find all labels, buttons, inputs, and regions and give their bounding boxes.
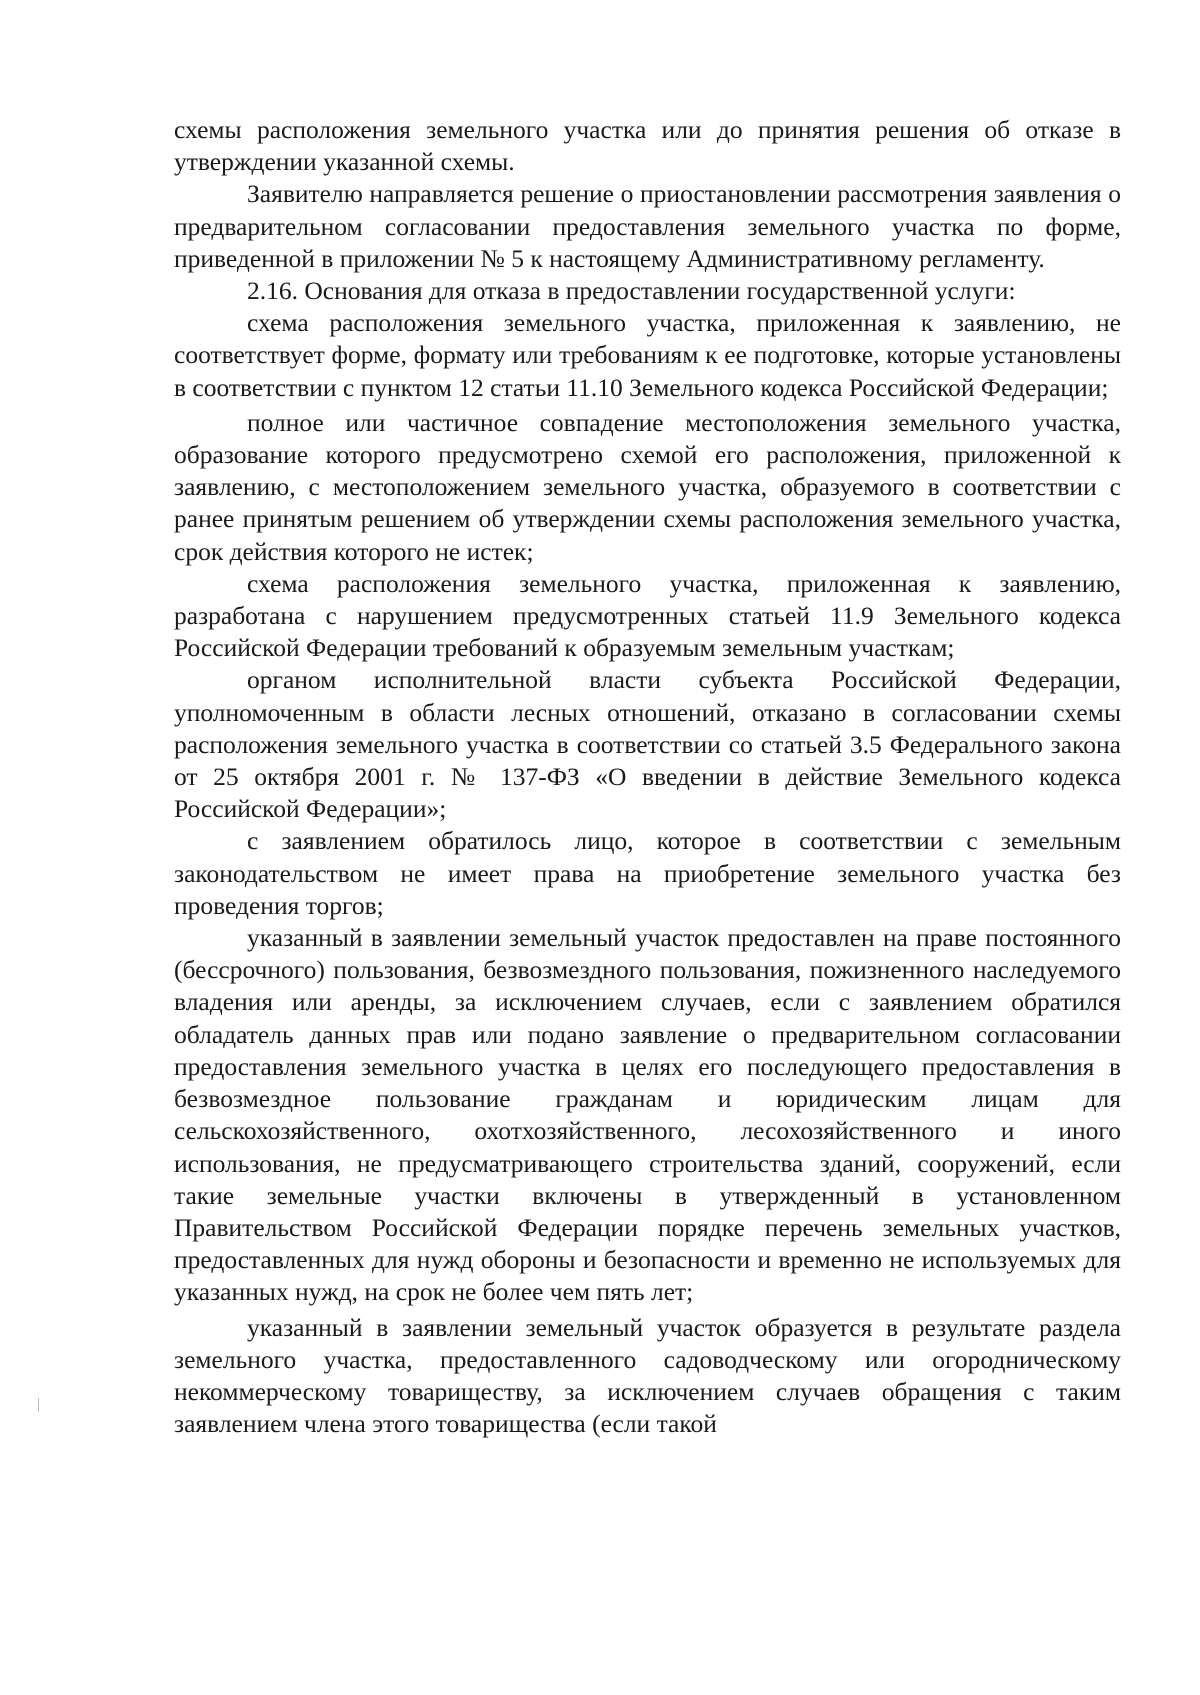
paragraph-applicant-notice: Заявителю направляется решение о приостановлении рассмотрения заявления о предварительном согласовании предоставления земельного участка по форме, приведенной в приложении № 5 к настоящему Административному регламенту. <box>174 179 1121 273</box>
paragraph-continuation: схемы расположения земельного участка или до принятия решения об отказе в утверждении указанной схемы. <box>174 115 1121 177</box>
scan-margin-mark <box>38 1398 39 1412</box>
refusal-ground-item: схема расположения земельного участка, приложенная к заявлению, не соответствует форме, формату или требованиям к ее подготовке, которые установлены в соответствии с пунктом 12 статьи 11.10 Земельного кодекса Российской Федерации; <box>174 308 1121 402</box>
refusal-ground-item: полное или частичное совпадение местоположения земельного участка, образование которого предусмотрено схемой его расположения, приложенной к заявлению, с местоположением земельного участка, образуемого в соответствии с ранее принятым решением об утверждении схемы расположения земельного участка, срок действия которого не истек; <box>174 407 1121 566</box>
refusal-ground-item: указанный в заявлении земельный участок образуется в результате раздела земельного участка, предоставленного садоводческому или огородническому некоммерческому товариществу, за исключением случаев обращения с таким заявлением члена этого товарищества (если такой <box>174 1312 1121 1439</box>
refusal-ground-item: органом исполнительной власти субъекта Российской Федерации, уполномоченным в области лесных отношений, отказано в согласовании схемы расположения земельного участка в соответствии со статьей 3.5 Федерального закона от 25 октября 2001 г. № 137-ФЗ «О введении в действие Земельного кодекса Российской Федерации»; <box>174 665 1121 824</box>
section-heading-2-16: 2.16. Основания для отказа в предоставлении государственной услуги: <box>247 276 1016 306</box>
refusal-ground-item: схема расположения земельного участка, приложенная к заявлению, разработана с нарушением предусмотренных статьей 11.9 Земельного кодекса Российской Федерации требований к образуемым земельным участкам; <box>174 568 1121 663</box>
refusal-ground-item: с заявлением обратилось лицо, которое в соответствии с земельным законодательством не имеет права на приобретение земельного участка без проведения торгов; <box>174 826 1121 920</box>
document-body <box>174 114 1121 1440</box>
refusal-ground-item: указанный в заявлении земельный участок предоставлен на праве постоянного (бессрочного) пользования, безвозмездного пользования, пожизненного наследуемого владения или аренды, за исключением случаев, если с заявлением обратился обладатель данных прав или подано заявление о предварительном согласовании предоставления земельного участка в целях его последующего предоставления в безвозмездное пользование гражданам и юридическим лицам для сельскохозяйственного, охотхозяйственного, лесохозяйственного и иного использования, не предусматривающего строительства зданий, сооружений, если такие земельные участки включены в утвержденный в установленном Правительством Российской Федерации порядке перечень земельных участков, предоставленных для нужд обороны и безопасности и временно не используемых для указанных нужд, на срок не более чем пять лет; <box>174 923 1121 1307</box>
